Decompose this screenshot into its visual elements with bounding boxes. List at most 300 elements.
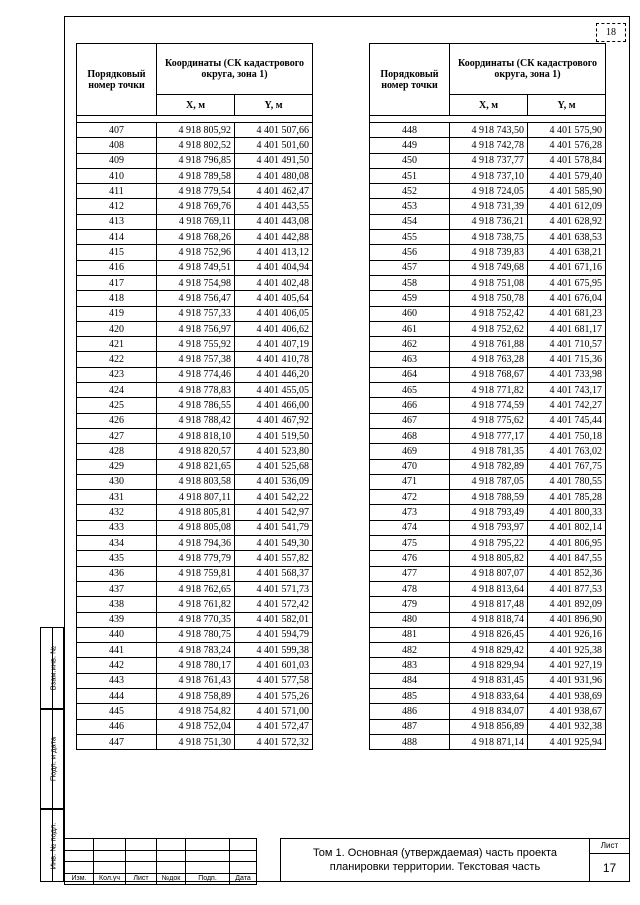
table-row (77, 551, 313, 566)
y-coord-cell: 4 401 405,64 (235, 291, 313, 306)
table-row (77, 306, 313, 321)
stamp-col-list: Лист (126, 873, 157, 885)
y-coord-cell: 4 401 847,55 (528, 551, 606, 566)
document-title-line1: Том 1. Основная (утверждаемая) часть проекта (312, 847, 558, 859)
table-row (370, 398, 606, 413)
y-coord-cell: 4 401 413,12 (235, 245, 313, 260)
point-number-cell: 445 (77, 704, 157, 719)
x-coord-cell: 4 918 782,89 (450, 459, 528, 474)
side-vzam-field (52, 627, 64, 709)
table-row (77, 719, 313, 734)
y-coord-cell: 4 401 742,27 (528, 398, 606, 413)
point-number-cell: 464 (370, 367, 450, 382)
x-coord-cell: 4 918 818,74 (450, 612, 528, 627)
x-coord-cell: 4 918 756,47 (157, 291, 235, 306)
point-number-cell: 410 (77, 168, 157, 183)
table-row (77, 260, 313, 275)
table-row (370, 260, 606, 275)
y-coord-cell: 4 401 594,79 (235, 627, 313, 642)
x-coord-cell: 4 918 807,11 (157, 490, 235, 505)
x-coord-cell: 4 918 759,81 (157, 566, 235, 581)
side-podp-field (52, 709, 64, 809)
table-row (370, 734, 606, 749)
x-coord-cell: 4 918 778,83 (157, 383, 235, 398)
point-number-cell: 422 (77, 352, 157, 367)
y-coord-cell: 4 401 575,90 (528, 123, 606, 138)
point-number-cell: 438 (77, 597, 157, 612)
y-coord-cell: 4 401 542,22 (235, 490, 313, 505)
x-coord-cell: 4 918 829,42 (450, 643, 528, 658)
table-row (370, 627, 606, 642)
x-coord-cell: 4 918 754,82 (157, 704, 235, 719)
x-coord-cell: 4 918 833,64 (450, 688, 528, 703)
table-row (370, 704, 606, 719)
y-coord-cell: 4 401 612,09 (528, 199, 606, 214)
y-coord-cell: 4 401 571,73 (235, 581, 313, 596)
table-row (370, 658, 606, 673)
table-row (370, 138, 606, 153)
stamp-col-koluch: Кол.уч (94, 873, 126, 885)
stamp-col-izm: Изм. (65, 873, 94, 885)
x-coord-cell: 4 918 793,97 (450, 520, 528, 535)
point-number-cell: 457 (370, 260, 450, 275)
point-number-cell: 460 (370, 306, 450, 321)
point-number-cell: 416 (77, 260, 157, 275)
x-coord-cell: 4 918 763,28 (450, 352, 528, 367)
y-coord-cell: 4 401 743,17 (528, 383, 606, 398)
y-coord-cell: 4 401 926,16 (528, 627, 606, 642)
point-number-cell: 408 (77, 138, 157, 153)
point-number-cell: 450 (370, 153, 450, 168)
table-row (77, 123, 313, 138)
point-number-cell: 487 (370, 719, 450, 734)
point-number-cell: 447 (77, 734, 157, 749)
point-number-cell: 466 (370, 398, 450, 413)
x-coord-cell: 4 918 871,14 (450, 734, 528, 749)
y-coord-cell: 4 401 601,03 (235, 658, 313, 673)
point-number-cell: 461 (370, 321, 450, 336)
y-coord-cell: 4 401 938,67 (528, 704, 606, 719)
point-number-cell: 420 (77, 321, 157, 336)
y-coord-cell: 4 401 523,80 (235, 444, 313, 459)
point-number-cell: 471 (370, 474, 450, 489)
x-coord-cell: 4 918 856,89 (450, 719, 528, 734)
y-coord-cell: 4 401 572,47 (235, 719, 313, 734)
table-row (370, 230, 606, 245)
header-x: X, м (450, 95, 528, 116)
header-x: X, м (157, 95, 235, 116)
y-coord-cell: 4 401 571,00 (235, 704, 313, 719)
x-coord-cell: 4 918 761,82 (157, 597, 235, 612)
side-vzam: Взам.инв. № (40, 627, 64, 709)
x-coord-cell: 4 918 783,24 (157, 643, 235, 658)
x-coord-cell: 4 918 805,81 (157, 505, 235, 520)
y-coord-cell: 4 401 671,16 (528, 260, 606, 275)
x-coord-cell: 4 918 754,98 (157, 275, 235, 290)
x-coord-cell: 4 918 775,62 (450, 413, 528, 428)
stamp-col-ndok: №док (157, 873, 186, 885)
x-coord-cell: 4 918 831,45 (450, 673, 528, 688)
point-number-cell: 412 (77, 199, 157, 214)
table-row (77, 734, 313, 749)
x-coord-cell: 4 918 777,17 (450, 428, 528, 443)
x-coord-cell: 4 918 817,48 (450, 597, 528, 612)
table-row (77, 643, 313, 658)
point-number-cell: 482 (370, 643, 450, 658)
point-number-cell: 448 (370, 123, 450, 138)
header-point-num: Порядковый номер точки (77, 44, 157, 116)
y-coord-cell: 4 401 802,14 (528, 520, 606, 535)
y-coord-cell: 4 401 785,28 (528, 490, 606, 505)
point-number-cell: 435 (77, 551, 157, 566)
point-number-cell: 483 (370, 658, 450, 673)
x-coord-cell: 4 918 768,26 (157, 230, 235, 245)
point-number-cell: 480 (370, 612, 450, 627)
table-row (77, 153, 313, 168)
x-coord-cell: 4 918 793,49 (450, 505, 528, 520)
table-row (77, 367, 313, 382)
x-coord-cell: 4 918 807,07 (450, 566, 528, 581)
point-number-cell: 443 (77, 673, 157, 688)
y-coord-cell: 4 401 931,96 (528, 673, 606, 688)
point-number-cell: 414 (77, 230, 157, 245)
point-number-cell: 431 (77, 490, 157, 505)
stamp-col-podp: Подп. (186, 873, 230, 885)
table-row (77, 688, 313, 703)
y-coord-cell: 4 401 676,04 (528, 291, 606, 306)
title-block-stamp (64, 838, 630, 882)
table-row (370, 474, 606, 489)
table-row (370, 643, 606, 658)
y-coord-cell: 4 401 549,30 (235, 536, 313, 551)
document-title (280, 838, 590, 882)
y-coord-cell: 4 401 852,36 (528, 566, 606, 581)
table-row (370, 551, 606, 566)
point-number-cell: 421 (77, 337, 157, 352)
point-number-cell: 419 (77, 306, 157, 321)
table-row (370, 413, 606, 428)
header-y: Y, м (235, 95, 313, 116)
y-coord-cell: 4 401 638,53 (528, 230, 606, 245)
y-coord-cell: 4 401 480,08 (235, 168, 313, 183)
x-coord-cell: 4 918 737,10 (450, 168, 528, 183)
x-coord-cell: 4 918 758,89 (157, 688, 235, 703)
point-number-cell: 470 (370, 459, 450, 474)
table-row (370, 306, 606, 321)
x-coord-cell: 4 918 749,68 (450, 260, 528, 275)
table-row (370, 688, 606, 703)
y-coord-cell: 4 401 446,20 (235, 367, 313, 382)
x-coord-cell: 4 918 829,94 (450, 658, 528, 673)
y-coord-cell: 4 401 443,55 (235, 199, 313, 214)
table-row (77, 566, 313, 581)
y-coord-cell: 4 401 932,38 (528, 719, 606, 734)
y-coord-cell: 4 401 681,17 (528, 321, 606, 336)
x-coord-cell: 4 918 780,75 (157, 627, 235, 642)
y-coord-cell: 4 401 467,92 (235, 413, 313, 428)
y-coord-cell: 4 401 938,69 (528, 688, 606, 703)
point-number-cell: 458 (370, 275, 450, 290)
y-coord-cell: 4 401 892,09 (528, 597, 606, 612)
point-number-cell: 475 (370, 536, 450, 551)
point-number-cell: 455 (370, 230, 450, 245)
table-row (77, 168, 313, 183)
x-coord-cell: 4 918 805,92 (157, 123, 235, 138)
point-number-cell: 477 (370, 566, 450, 581)
right-table-body (370, 123, 606, 750)
table-row (77, 230, 313, 245)
table-row (77, 337, 313, 352)
x-coord-cell: 4 918 786,55 (157, 398, 235, 413)
x-coord-cell: 4 918 805,82 (450, 551, 528, 566)
y-coord-cell: 4 401 442,88 (235, 230, 313, 245)
table-row (370, 428, 606, 443)
x-coord-cell: 4 918 788,42 (157, 413, 235, 428)
table-row (370, 505, 606, 520)
x-coord-cell: 4 918 752,42 (450, 306, 528, 321)
side-inv: Инв. № подл. (40, 809, 64, 882)
y-coord-cell: 4 401 733,98 (528, 367, 606, 382)
x-coord-cell: 4 918 803,58 (157, 474, 235, 489)
table-row (370, 459, 606, 474)
x-coord-cell: 4 918 779,79 (157, 551, 235, 566)
point-number-cell: 452 (370, 184, 450, 199)
point-number-cell: 473 (370, 505, 450, 520)
sheet-number: 17 (602, 861, 617, 875)
y-coord-cell: 4 401 501,60 (235, 138, 313, 153)
point-number-cell: 413 (77, 214, 157, 229)
left-table-body (77, 123, 313, 750)
table-row (77, 536, 313, 551)
table-row (77, 627, 313, 642)
table-row (370, 597, 606, 612)
table-row (370, 612, 606, 627)
stamp-col-data: Дата (230, 873, 257, 885)
point-number-cell: 472 (370, 490, 450, 505)
y-coord-cell: 4 401 750,18 (528, 428, 606, 443)
point-number-cell: 433 (77, 520, 157, 535)
x-coord-cell: 4 918 769,76 (157, 199, 235, 214)
table-row (77, 612, 313, 627)
table-row (77, 184, 313, 199)
x-coord-cell: 4 918 794,36 (157, 536, 235, 551)
table-row (370, 566, 606, 581)
y-coord-cell: 4 401 443,08 (235, 214, 313, 229)
point-number-cell: 488 (370, 734, 450, 749)
point-number-cell: 484 (370, 673, 450, 688)
point-number-cell: 423 (77, 367, 157, 382)
x-coord-cell: 4 918 826,45 (450, 627, 528, 642)
point-number-cell: 407 (77, 123, 157, 138)
header-coords: Координаты (СК кадастрового округа, зона 1) (157, 44, 313, 95)
point-number-cell: 465 (370, 383, 450, 398)
point-number-cell: 476 (370, 551, 450, 566)
x-coord-cell: 4 918 805,08 (157, 520, 235, 535)
point-number-cell: 440 (77, 627, 157, 642)
x-coord-cell: 4 918 757,33 (157, 306, 235, 321)
x-coord-cell: 4 918 761,43 (157, 673, 235, 688)
x-coord-cell: 4 918 770,35 (157, 612, 235, 627)
x-coord-cell: 4 918 789,58 (157, 168, 235, 183)
table-row (370, 199, 606, 214)
x-coord-cell: 4 918 813,64 (450, 581, 528, 596)
table-row (370, 245, 606, 260)
table-row (77, 383, 313, 398)
y-coord-cell: 4 401 745,44 (528, 413, 606, 428)
x-coord-cell: 4 918 749,51 (157, 260, 235, 275)
table-row (370, 168, 606, 183)
y-coord-cell: 4 401 541,79 (235, 520, 313, 535)
table-row (77, 275, 313, 290)
point-number-cell: 418 (77, 291, 157, 306)
table-row (370, 291, 606, 306)
table-row (370, 123, 606, 138)
x-coord-cell: 4 918 736,21 (450, 214, 528, 229)
point-number-cell: 449 (370, 138, 450, 153)
y-coord-cell: 4 401 525,68 (235, 459, 313, 474)
table-row (370, 490, 606, 505)
point-number-cell: 444 (77, 688, 157, 703)
header-point-num: Порядковый номер точки (370, 44, 450, 116)
point-number-cell: 463 (370, 352, 450, 367)
x-coord-cell: 4 918 781,35 (450, 444, 528, 459)
page-corner-number: 18 (596, 23, 626, 42)
y-coord-cell: 4 401 767,75 (528, 459, 606, 474)
y-coord-cell: 4 401 406,05 (235, 306, 313, 321)
y-coord-cell: 4 401 925,94 (528, 734, 606, 749)
table-row (77, 444, 313, 459)
table-row (77, 581, 313, 596)
table-row (370, 444, 606, 459)
y-coord-cell: 4 401 925,38 (528, 643, 606, 658)
y-coord-cell: 4 401 462,47 (235, 184, 313, 199)
table-row (77, 490, 313, 505)
x-coord-cell: 4 918 795,22 (450, 536, 528, 551)
point-number-cell: 462 (370, 337, 450, 352)
x-coord-cell: 4 918 752,62 (450, 321, 528, 336)
y-coord-cell: 4 401 568,37 (235, 566, 313, 581)
coords-table-right (369, 43, 606, 750)
y-coord-cell: 4 401 927,19 (528, 658, 606, 673)
point-number-cell: 429 (77, 459, 157, 474)
y-coord-cell: 4 401 806,95 (528, 536, 606, 551)
point-number-cell: 467 (370, 413, 450, 428)
table-row (77, 520, 313, 535)
point-number-cell: 469 (370, 444, 450, 459)
table-row (77, 291, 313, 306)
header-y: Y, м (528, 95, 606, 116)
table-row (370, 719, 606, 734)
side-inv-field (52, 809, 64, 882)
y-coord-cell: 4 401 675,95 (528, 275, 606, 290)
point-number-cell: 441 (77, 643, 157, 658)
y-coord-cell: 4 401 576,28 (528, 138, 606, 153)
table-row (77, 138, 313, 153)
point-number-cell: 427 (77, 428, 157, 443)
y-coord-cell: 4 401 585,90 (528, 184, 606, 199)
point-number-cell: 411 (77, 184, 157, 199)
y-coord-cell: 4 401 582,01 (235, 612, 313, 627)
y-coord-cell: 4 401 542,97 (235, 505, 313, 520)
table-row (370, 520, 606, 535)
y-coord-cell: 4 401 780,55 (528, 474, 606, 489)
point-number-cell: 442 (77, 658, 157, 673)
x-coord-cell: 4 918 834,07 (450, 704, 528, 719)
y-coord-cell: 4 401 681,23 (528, 306, 606, 321)
table-row (77, 321, 313, 336)
x-coord-cell: 4 918 750,78 (450, 291, 528, 306)
point-number-cell: 424 (77, 383, 157, 398)
point-number-cell: 417 (77, 275, 157, 290)
x-coord-cell: 4 918 768,67 (450, 367, 528, 382)
x-coord-cell: 4 918 761,88 (450, 337, 528, 352)
table-row (77, 352, 313, 367)
table-row (370, 673, 606, 688)
x-coord-cell: 4 918 787,05 (450, 474, 528, 489)
x-coord-cell: 4 918 751,08 (450, 275, 528, 290)
point-number-cell: 434 (77, 536, 157, 551)
y-coord-cell: 4 401 536,09 (235, 474, 313, 489)
y-coord-cell: 4 401 579,40 (528, 168, 606, 183)
x-coord-cell: 4 918 737,77 (450, 153, 528, 168)
y-coord-cell: 4 401 557,82 (235, 551, 313, 566)
table-row (77, 245, 313, 260)
point-number-cell: 485 (370, 688, 450, 703)
y-coord-cell: 4 401 402,48 (235, 275, 313, 290)
y-coord-cell: 4 401 410,78 (235, 352, 313, 367)
y-coord-cell: 4 401 577,58 (235, 673, 313, 688)
table-row (77, 673, 313, 688)
point-number-cell: 436 (77, 566, 157, 581)
x-coord-cell: 4 918 755,92 (157, 337, 235, 352)
point-number-cell: 481 (370, 627, 450, 642)
table-row (77, 505, 313, 520)
x-coord-cell: 4 918 821,65 (157, 459, 235, 474)
sheet-label: Лист (590, 839, 629, 854)
point-number-cell: 454 (370, 214, 450, 229)
point-number-cell: 468 (370, 428, 450, 443)
y-coord-cell: 4 401 877,53 (528, 581, 606, 596)
stamp-grid (64, 838, 257, 885)
point-number-cell: 486 (370, 704, 450, 719)
table-row (77, 704, 313, 719)
point-number-cell: 456 (370, 245, 450, 260)
y-coord-cell: 4 401 406,62 (235, 321, 313, 336)
x-coord-cell: 4 918 820,57 (157, 444, 235, 459)
y-coord-cell: 4 401 466,00 (235, 398, 313, 413)
table-row (370, 275, 606, 290)
x-coord-cell: 4 918 788,59 (450, 490, 528, 505)
point-number-cell: 425 (77, 398, 157, 413)
x-coord-cell: 4 918 771,82 (450, 383, 528, 398)
y-coord-cell: 4 401 715,36 (528, 352, 606, 367)
table-row (77, 428, 313, 443)
x-coord-cell: 4 918 738,75 (450, 230, 528, 245)
y-coord-cell: 4 401 507,66 (235, 123, 313, 138)
point-number-cell: 432 (77, 505, 157, 520)
x-coord-cell: 4 918 752,96 (157, 245, 235, 260)
x-coord-cell: 4 918 751,30 (157, 734, 235, 749)
y-coord-cell: 4 401 455,05 (235, 383, 313, 398)
point-number-cell: 415 (77, 245, 157, 260)
x-coord-cell: 4 918 780,17 (157, 658, 235, 673)
point-number-cell: 437 (77, 581, 157, 596)
x-coord-cell: 4 918 774,59 (450, 398, 528, 413)
table-row (370, 337, 606, 352)
x-coord-cell: 4 918 818,10 (157, 428, 235, 443)
y-coord-cell: 4 401 578,84 (528, 153, 606, 168)
table-row (77, 199, 313, 214)
